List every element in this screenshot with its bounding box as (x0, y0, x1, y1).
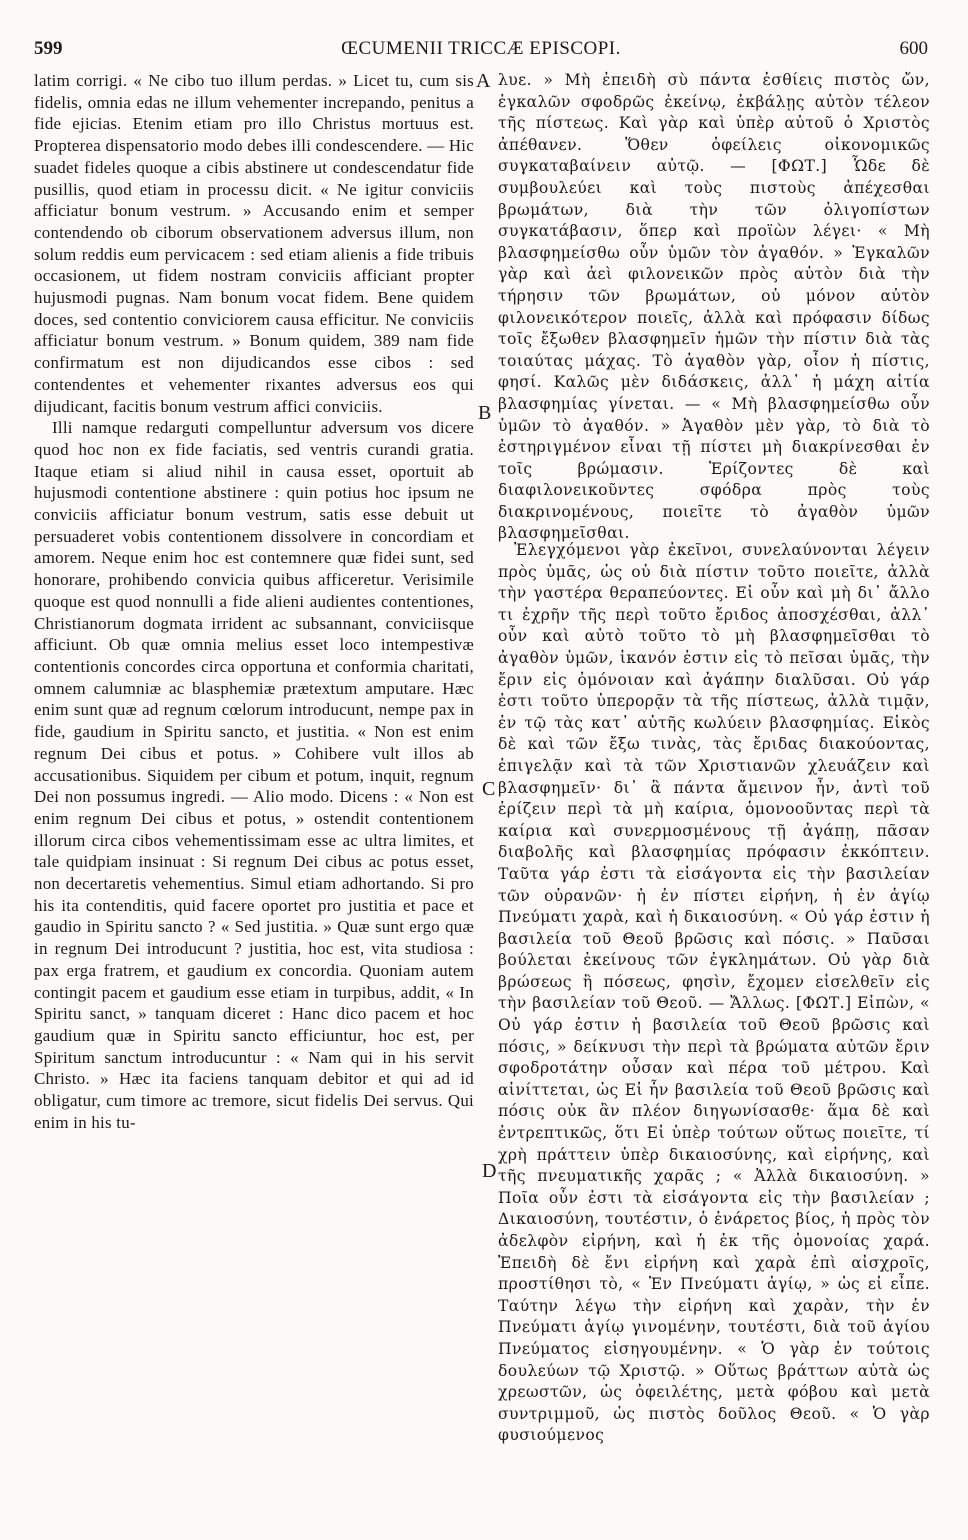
greek-paragraph-1: λυε. » Μὴ ἐπειδὴ σὺ πάντα ἐσθίεις πιστὸς ὤν, ἐγκαλῶν σφοδρῶς ἐκείνῳ, ἐκβάλῃς αὐτὸν τέλεον τῆς πίστεως. Καὶ γὰρ καὶ ὑπὲρ αὐτοῦ ὁ Χριστὸς ἀπέθανεν. Ὅθεν ὀφείλεις οἰκονομικῶς συγκαταβαίνειν αὐτῷ. — [ΦΩΤ.] Ὧδε δὲ συμβουλεύει καὶ τοὺς πιστοὺς ἀπέχεσθαι βρωμάτων, διὰ τὴν τῶν ὀλιγοπίστων συγκατάβασιν, ὅπερ καὶ προϊὼν λέγει· « Μὴ βλασφημείσθω οὖν ὑμῶν τὸν ἀγαθόν. » Ἐγκαλῶν γὰρ καὶ ἀεὶ φιλονεικῶν πρὸς αὐτὸν διὰ τὴν τήρησιν τῶν βρωμάτων, οὐ μόνον αὐτὸν φιλονεικότερον ποιεῖς, ἀλλὰ καὶ πρόφασιν δίδως τοῖς ἔξωθεν βλασφημεῖν ἡμῶν τὴν πίστιν διὰ τὰς τοιαύτας μάχας. Τὸ ἀγαθὸν γὰρ, οἷον ἡ πίστις, φησί. Καλῶς μὲν διδάσκεις, ἀλλ᾽ ἡ μάχη αἰτία βλασφημίας γίνεται. — « Μὴ βλασφημείσθω οὖν ὑμῶν τὸ ἀγαθόν. » Ἀγαθὸν μὲν γὰρ, τὸ διὰ τὸ ἐστηριγμένον εἶναι τῇ πίστει μὴ διακρίνεσθαι ἐν τοῖς βρώμασιν. Ἐρίζοντες δὲ καὶ διαφιλονεικοῦντες σφόδρα πρὸς τοὺς διακρινομένους, ποιεῖτε τὸ ἀγαθὸν ὑμῶν βλασφημεῖσθαι. (498, 71, 930, 543)
margin-marker-c: C (482, 778, 496, 800)
latin-column (34, 70, 474, 1133)
page-number-left: 599 (34, 38, 63, 59)
greek-column-bottom (498, 540, 930, 1447)
greek-column-top (498, 70, 930, 545)
latin-paragraph-2: Illi namque redarguti compelluntur adversum vos dicere quod hoc non ex fide faciatis, sed ventris curandi gratia. Itaque etiam si aliud nihil in causa esset, oportuit ab hujusmodi contentione abstinere : quin potius hoc ipsum ne conviciis afficiatur bonum vestrum, satis esse debuit ut persuaderet vobis contentionem dissolvere in concordiam et amorem. Neque enim hoc est contemnere quæ fidei sunt, sed honorare, prohibendo convicia quibus afficeretur. Verisimile quoque est quod nonnulli a fide alieni audientes contentiones, Christianorum dogmata irrident ac subsannant, conviciisque afficiunt. Ob quæ omnia melius esset loco intempestivæ contentionis concordes circa opportuna et conformia charitati, omnem calumniæ ac blasphemiæ prætextum amputare. Hæc enim sunt quæ ad regnum cœlorum introducunt, nempe pax in fide, gaudium in Spiritu sancto, et justitia. « Non est enim regnum Dei cibus et potus. » Cohibere vult illos ab accusationibus. Siquidem per cibum et potum, inquit, regnum Dei non possumus ingredi. — Alio modo. Dicens : « Non est enim regnum Dei cibus et potus, » ostendit contentionem illorum circa cibos vehementissimam esse ac ultra limites, et tale quidpiam insinuat : Si regnum Dei cibus ac potus esset, non decertaretis vehementius. Simul etiam adhortando. Si pro his ita contenditis, quid facere oportet pro justitia et pace et gaudio in Spiritu sancto ? « Sed justitia. » Quæ sunt ergo quæ in regnum Dei introducunt ? justitia, hoc est, vita studiosa : pax erga fratrem, et gaudium ex concordia. Quoniam autem contingit pacem et gaudium esse etiam in turpibus, addit, « In Spiritu sanct, » tanquam diceret : Hanc dico pacem et hoc gaudium quæ in Spiritu sancto efficiuntur, hoc est, per Spiritum sanctum introducuntur : « Nam qui in his servit Christo. » Hæc ita faciens tanquam debitor et qui ad id obligatur, cum timore ac tremore, sicut fidelis Dei servus. Qui enim in his tu- (34, 418, 474, 1132)
running-title: ŒCUMENII TRICCÆ EPISCOPI. (341, 38, 621, 59)
running-header (34, 38, 928, 60)
margin-marker-a: A (476, 70, 491, 92)
margin-marker-b: B (478, 402, 492, 424)
margin-marker-d: D (482, 1160, 497, 1182)
greek-paragraph-2: Ἐλεγχόμενοι γὰρ ἐκεῖνοι, συνελαύνονται λέγειν πρὸς ὑμᾶς, ὡς οὐ διὰ πίστιν τοῦτο ποιεῖτε, ἀλλὰ τὴν γαστέρα θεραπεύοντες. Εἰ οὖν καὶ μὴ δι᾽ ἄλλο τι ἐχρῆν τῆς περὶ τοῦτο ἔριδος ἀποσχέσθαι, ἀλλ᾽ οὖν καὶ αὐτὸ τοῦτο τὸ μὴ βλασφημεῖσθαι τὸ ἀγαθὸν ὑμῶν, ἱκανόν ἐστιν εἰς τὸ πεῖσαι ὑμᾶς, τὴν ἔριν εἰς ὁμόνοιαν καὶ ἀγάπην διαλῦσαι. Οὐ γάρ ἐστι τοῦτο ὑπερορᾷν τὰ τῆς πίστεως, ἀλλὰ τιμᾷν, ἐν τῷ τὰς κατ᾽ αὐτῆς κωλύειν βλασφημίας. Εἰκὸς δὲ καὶ τῶν ἔξω τινὰς, τὰς ἔριδας διακούοντας, ἐπιγελᾷν καὶ τὰ τῶν Χριστιανῶν χλευάζειν καὶ βλασφημεῖν· δι᾽ ἃ πάντα ἄμεινον ἦν, ἀντὶ τοῦ ἐρίζειν περὶ τὰ μὴ καίρια, ὁμονοοῦντας περὶ τὰ καίρια καὶ συνερμοσμένους τῇ ἀγάπῃ, πᾶσαν διαβολῆς καὶ βλασφημίας πρόφασιν ἐκκόπτειν. Ταῦτα γάρ ἐστι τὰ εἰσάγοντα εἰς τὴν βασιλείαν τῶν οὐρανῶν· ἡ ἐν πίστει εἰρήνη, ἡ ἐν ἁγίῳ Πνεύματι χαρὰ, καὶ ἡ δικαιοσύνη. « Οὐ γάρ ἐστιν ἡ βασιλεία τοῦ Θεοῦ βρῶσις καὶ πόσις. » Παῦσαι βούλεται ἐκείνους τῶν ἐγκλημάτων. Οὐ γὰρ διὰ βρώσεως ἢ πόσεως, φησὶν, ἔχομεν εἰσελθεῖν εἰς τὴν βασιλείαν τοῦ Θεοῦ. — Ἄλλως. [ΦΩΤ.] Εἰπὼν, « Οὐ γάρ ἐστιν ἡ βασιλεία τοῦ Θεοῦ βρῶσις καὶ πόσις, » δείκνυσι τὴν περὶ τὰ βρώματα αὐτῶν ἔριν σφοδροτάτην οὖσαν καὶ πέρα τοῦ μέτρου. Καὶ αἰνίττεται, ὡς Εἰ ἦν βασιλεία τοῦ Θεοῦ βρῶσις καὶ πόσις οὐκ ἂν πλέον διηγωνίσασθε· ἅμα δὲ καὶ ἐντρεπτικῶς, ὅτι Εἰ ὑπὲρ τούτων οὕτως ποιεῖτε, τί χρὴ πράττειν ὑπὲρ δικαιοσύνης, καὶ εἰρήνης, καὶ τῆς πνευματικῆς χαρᾶς ; « Ἀλλὰ δικαιοσύνη. » Ποῖα οὖν ἐστι τὰ εἰσάγοντα εἰς τὴν βασιλείαν ; Δικαιοσύνη, τουτέστιν, ὁ ἐνάρετος βίος, ἡ πρὸς τὸν ἀδελφὸν εἰρήνη, καὶ ἡ ἐκ τῆς ὁμονοίας χαρά. Ἐπειδὴ δὲ ἔνι εἰρήνη καὶ χαρὰ ἐπὶ αἰσχροῖς, προστίθησι τὸ, « Ἐν Πνεύματι ἁγίῳ, » ὡς εἰ εἶπε. Ταύτην λέγω τὴν εἰρήνη καὶ χαρὰν, τὴν ἐν Πνεύματι ἁγίῳ γινομένην, τουτέστι, διὰ τοῦ ἁγίου Πνεύματος εἰσηγουμένην. « Ὁ γὰρ ἐν τούτοις δουλεύων τῷ Χριστῷ. » Οὕτως βράττων αὐτὰ ὡς χρεωστῶν, ὡς ὀφειλέτης, μετὰ φόβου καὶ μετὰ συντριμμοῦ, ὡς πιστὸς δοῦλος Θεοῦ. « Ὁ γὰρ φυσιούμενος (498, 541, 930, 1445)
latin-paragraph-1: latim corrigi. « Ne cibo tuo illum perdas. » Licet tu, cum sis fidelis, omnia edas ne illum vehementer increpando, penitus a fide ejicias. Etenim etiam pro illo Christus mortuus est. Propterea dispensatorio modo debes illi condescendere. — Hic suadet fideles quoque a cibis abstinere ut condescendatur fide pusillis, quod etiam in processu dicit. « Ne igitur conviciis afficiatur bonum vestrum. » Accusando enim et semper contendendo ob ciborum observationem adversus illum, non solum reddis eum pervicacem : sed etiam alienis a fide tribuis occasionem, ut fidem nostram conviciis afficiant propter hujusmodi pugnas. Nam bonum vocat fidem. Bene quidem doces, sed contentio conviciorem causa efficitur. Ne conviciis afficiatur bonum vestrum. » Bonum quidem, 389 nam fide confirmatum est non dijudicandos esse cibos : sed contendentes et vehementer rixantes adversus eos qui dijudicant, facitis bonum vestrum affici conviciis. (34, 71, 474, 416)
page-number-right: 600 (899, 38, 928, 59)
